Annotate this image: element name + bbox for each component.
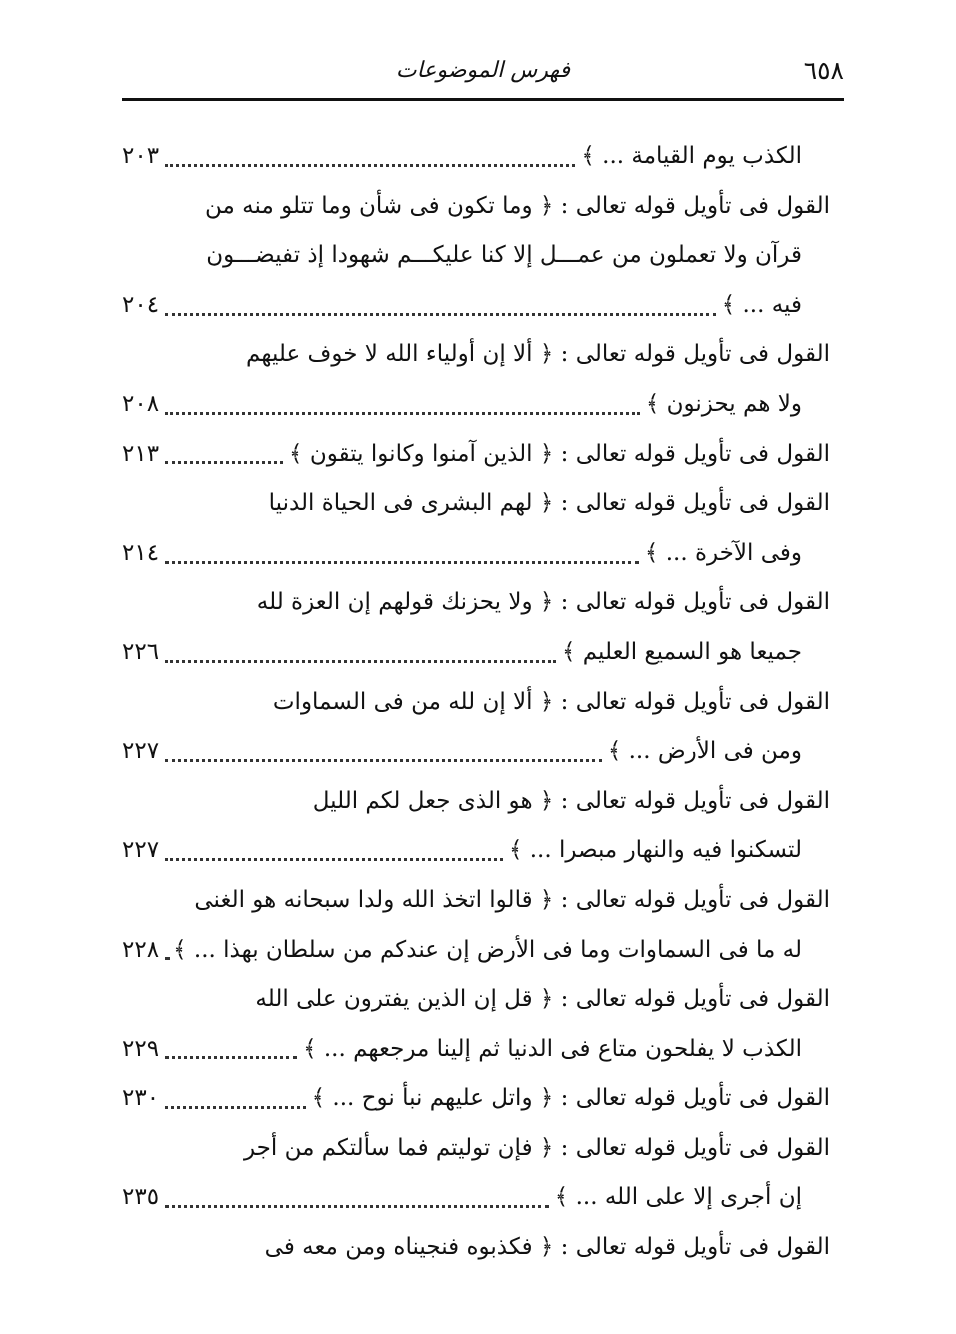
dot-leader xyxy=(165,163,575,167)
toc-page-number: ٢٢٦ xyxy=(122,638,160,665)
toc-entry-text: القول فى تأويل قوله تعالى : ﴿ لهم البشرى فى الحياة الدنيا xyxy=(268,490,830,517)
toc-entry-text: جميعا هو السميع العليم ﴾ xyxy=(561,638,802,665)
dot-leader xyxy=(165,1204,549,1208)
toc-line xyxy=(122,777,830,827)
toc-entry-text: القول فى تأويل قوله تعالى : ﴿ فإن توليتم فما سألتكم من أجر xyxy=(243,1134,830,1161)
toc-line xyxy=(122,628,830,678)
toc-line xyxy=(122,380,830,430)
toc-page-number: ٢٢٨ xyxy=(122,936,160,963)
toc-page-number: ٢٠٣ xyxy=(122,143,160,169)
toc-entry-text: القول فى تأويل قوله تعالى : ﴿ ألا إن أولياء الله لا خوف عليهم xyxy=(246,341,830,368)
toc-line xyxy=(122,1025,830,1075)
toc-line xyxy=(122,132,830,182)
dot-leader xyxy=(165,312,716,316)
toc-line xyxy=(122,330,830,380)
running-title: فهرس الموضوعات xyxy=(395,58,571,83)
toc-line xyxy=(122,1173,830,1223)
toc-entry-text: له ما فى السماوات وما فى الأرض إن عندكم من سلطان بهذا ... ﴾ xyxy=(173,936,802,963)
toc-page-number: ٢٢٧ xyxy=(122,837,160,864)
toc-line xyxy=(122,926,830,976)
toc-page-number: ٢١٣ xyxy=(122,440,160,467)
toc-line xyxy=(122,479,830,529)
toc-line xyxy=(122,1124,830,1174)
dot-leader xyxy=(165,560,639,564)
toc-page-number: ٢٢٧ xyxy=(122,738,160,765)
dot-leader xyxy=(165,857,503,861)
page-number: ٦٥٨ xyxy=(803,56,844,85)
toc-entry-text: ولا هم يحزنون ﴾ xyxy=(645,390,802,417)
toc-line xyxy=(122,975,830,1025)
dot-leader xyxy=(165,956,167,960)
toc-entry-text: الكذب يوم القيامة ... ﴾ xyxy=(581,143,802,169)
toc-line xyxy=(122,1223,830,1273)
toc-page-number: ٢٠٤ xyxy=(122,291,160,318)
toc-line xyxy=(122,1074,830,1124)
toc-entry-text: ومن فى الأرض ... ﴾ xyxy=(607,738,802,765)
dot-leader xyxy=(165,659,556,663)
toc-entry-text: قرآن ولا تعملون من عمـــل إلا كنا عليكـــم شهودا إذ تفيضـــون xyxy=(206,242,802,269)
toc-entry-text: وفى الآخرة ... ﴾ xyxy=(644,539,802,566)
table-of-contents xyxy=(122,132,830,1273)
toc-page-number: ٢١٤ xyxy=(122,539,160,566)
toc-line xyxy=(122,281,830,331)
dot-leader xyxy=(165,411,640,415)
toc-line xyxy=(122,876,830,926)
dot-leader xyxy=(165,758,602,762)
toc-entry-text: القول فى تأويل قوله تعالى : ﴿ ألا إن لله من فى السماوات xyxy=(272,688,830,715)
toc-entry-text: القول فى تأويل قوله تعالى : ﴿ قالوا اتخذ الله ولدا سبحانه هو الغنى xyxy=(194,886,830,913)
toc-page-number: ٢٢٩ xyxy=(122,1035,160,1062)
toc-page-number: ٢٣٠ xyxy=(122,1085,160,1112)
toc-entry-text: الكذب لا يفلحون متاع فى الدنيا ثم إلينا مرجعهم ... ﴾ xyxy=(303,1035,802,1062)
toc-entry-text: القول فى تأويل قوله تعالى : ﴿ قل إن الذين يفترون على الله xyxy=(255,986,830,1013)
toc-entry-text: القول فى تأويل قوله تعالى : ﴿ هو الذى جعل لكم الليل xyxy=(312,787,830,814)
toc-entry-text: إن أجرى إلا على الله ... ﴾ xyxy=(554,1184,802,1211)
page-header xyxy=(122,52,844,101)
toc-line xyxy=(122,578,830,628)
toc-line xyxy=(122,182,830,232)
toc-entry-text: لتسكنوا فيه والنهار مبصرا ... ﴾ xyxy=(508,837,802,864)
toc-page-number: ٢٣٥ xyxy=(122,1184,160,1211)
toc-line xyxy=(122,231,830,281)
toc-entry-text: القول فى تأويل قوله تعالى : ﴿ ولا يحزنك قولهم إن العزة لله xyxy=(256,589,830,616)
dot-leader xyxy=(165,460,283,464)
toc-entry-text: القول فى تأويل قوله تعالى : ﴿ الذين آمنوا وكانوا يتقون ﴾ xyxy=(289,440,830,467)
toc-line xyxy=(122,826,830,876)
toc-entry-text: فيه ... ﴾ xyxy=(721,291,802,318)
toc-entry-text: القول فى تأويل قوله تعالى : ﴿ واتل عليهم نبأ نوح ... ﴾ xyxy=(311,1085,830,1112)
toc-line xyxy=(122,529,830,579)
toc-line xyxy=(122,430,830,480)
toc-entry-text: القول فى تأويل قوله تعالى : ﴿ وما تكون فى شأن وما تتلو منه من xyxy=(205,192,830,219)
dot-leader xyxy=(165,1105,306,1109)
toc-entry-text: القول فى تأويل قوله تعالى : ﴿ فكذبوه فنجيناه ومن معه فى xyxy=(264,1234,830,1261)
toc-page-number: ٢٠٨ xyxy=(122,390,160,417)
toc-line xyxy=(122,727,830,777)
toc-line xyxy=(122,678,830,728)
dot-leader xyxy=(165,1055,297,1059)
